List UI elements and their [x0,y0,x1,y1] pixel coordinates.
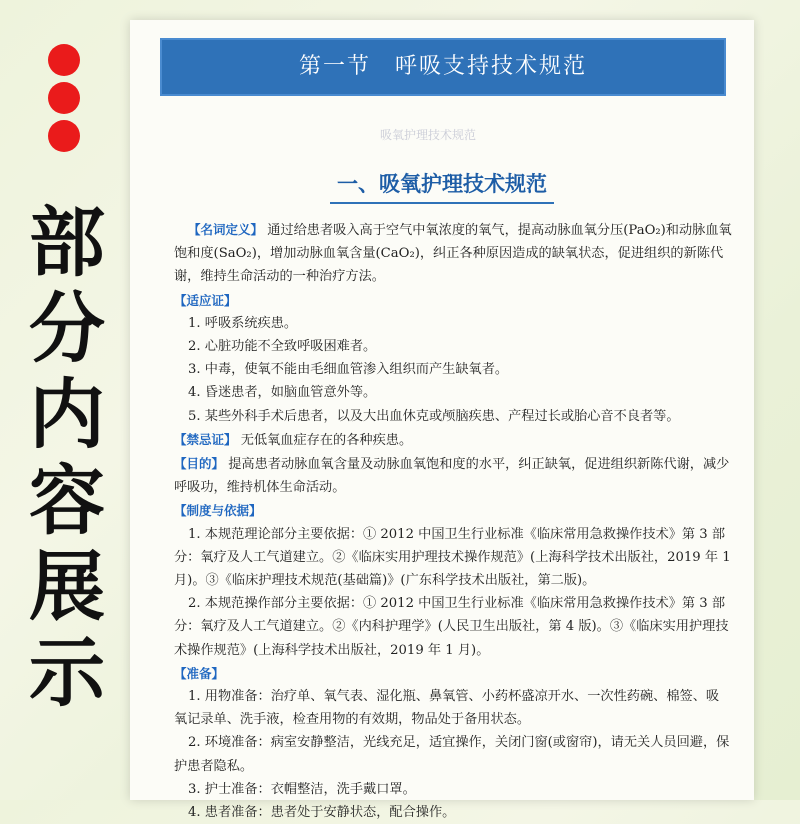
side-title-char: 容 [29,456,105,545]
contraindications-paragraph [174,428,732,452]
bleed-through-text: 吸氧护理技术规范 [380,128,477,142]
list-item: 1. 本规范理论部分主要依据：① 2012 中国卫生行业标准《临床常用急救操作技术》第 3 部分：氧疗及人工气道建立。②《临床实用护理技术操作规范》(上海科学技术出版社，2019 年 1 月)。③《临床护理技术规范(基础篇)》(广东科学技术出版社，第二版)。 [174,526,731,589]
contraindications-tag: 【禁忌证】 [174,431,237,447]
side-title-char: 分 [29,284,105,373]
list-item: 1. 呼吸系统疾患。 [188,315,298,331]
preparation-tag: 【准备】 [174,665,225,681]
side-title-char: 展 [29,542,105,631]
definition-tag: 【名词定义】 [188,222,264,237]
contraindications-text: 无低氧血症存在的各种疾患。 [240,432,413,448]
side-title-char: 部 [29,198,105,287]
purpose-text: 提高患者动脉血氧含量及动脉血氧饱和度的水平，纠正缺氧，促进组织新陈代谢，减少呼吸功，维持机体生命活动。 [174,457,730,496]
list-item: 3. 中毒，使氧不能由毛细血管渗入组织而产生缺氧者。 [188,362,509,378]
book-page [130,20,754,821]
decorative-dot-3 [48,120,80,152]
list-item: 2. 本规范操作部分主要依据：① 2012 中国卫生行业标准《临床常用急救操作技术》第 3 部分：氧疗及人工气道建立。②《内科护理学》(人民卫生出版社，第 4 版)。③《临床实用护理技术操作规范》(上海科学技术出版社，2019 年 1 月)。 [174,596,729,658]
side-title-char: 示 [29,628,105,717]
heading-underline [330,202,554,204]
indications-tag: 【适应证】 [174,292,237,308]
list-item: 2. 环境准备：病室安静整洁，光线充足，适宜操作，关闭门窗(或窗帘)，请无关人员回避，保护患者隐私。 [174,735,730,774]
definition-paragraph [174,218,732,289]
list-item: 3. 护士准备：衣帽整洁，洗手戴口罩。 [188,781,416,797]
decorative-dot-1 [48,44,80,76]
side-title-char: 内 [29,370,105,459]
section-title-bar: 第一节 呼吸支持技术规范 [160,38,726,96]
list-item: 4. 昏迷患者，如脑血管意外等。 [188,385,377,401]
list-item: 1. 用物准备：治疗单、氧气表、湿化瓶、鼻氧管、小药杯盛凉开水、一次性药碗、棉签、吸氧记录单、洗手液，检查用物的有效期，物品处于备用状态。 [174,689,720,728]
page-content [174,218,732,824]
side-title [22,200,112,716]
page-heading: 一、吸氧护理技术规范 [337,172,547,196]
basis-tag: 【制度与依据】 [174,503,262,519]
purpose-paragraph [174,452,732,499]
purpose-tag: 【目的】 [174,456,225,472]
list-item: 4. 患者准备：患者处于安静状态，配合操作。 [188,805,456,821]
list-item: 5. 某些外科手术后患者，以及大出血休克或颅脑疾患、产程过长或胎心音不良者等。 [188,408,680,424]
list-item: 2. 心脏功能不全致呼吸困难者。 [188,339,377,355]
decorative-dot-2 [48,82,80,114]
definition-text: 通过给患者吸入高于空气中氧浓度的氧气，提高动脉血氧分压(PaO₂)和动脉血氧饱和度(SaO₂)，增加动脉血氧含量(CaO₂)，纠正各种原因造成的缺氧状态，促进组织的新陈代谢，维持生命活动的一种治疗方法。 [174,223,732,285]
